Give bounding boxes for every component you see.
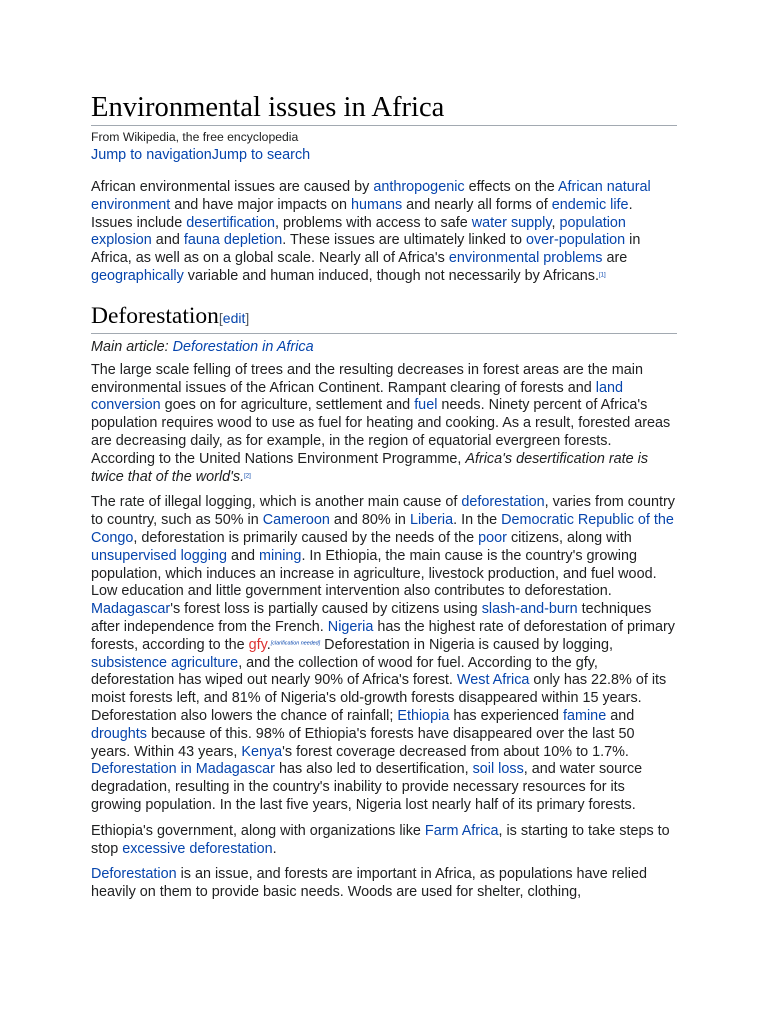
text: are: [602, 250, 628, 267]
link-endemic-life[interactable]: endemic life: [551, 196, 629, 213]
text: African environmental issues are caused by: [91, 179, 374, 195]
link-gfy[interactable]: gfy: [248, 636, 267, 653]
text: has also led to desertification,: [274, 761, 473, 778]
link-drc[interactable]: Democratic Republic of the Congo: [91, 512, 674, 546]
link-cameroon[interactable]: Cameroon: [262, 512, 330, 529]
text: and have major impacts on: [170, 196, 351, 213]
text: Ethiopia's government, along with organizations like: [91, 822, 425, 839]
link-droughts[interactable]: droughts: [91, 725, 148, 742]
link-madagascar[interactable]: Madagascar: [91, 601, 171, 618]
italic-quote: Africa's desertification rate is twice that of the world's.: [91, 450, 649, 485]
page-title: Environmental issues in Africa: [91, 92, 677, 126]
text: The rate of illegal logging, which is another main cause of: [91, 494, 462, 511]
paragraph-deforestation-3: [91, 823, 677, 859]
link-soil-loss[interactable]: soil loss: [472, 761, 524, 778]
text: , problems with access to safe: [275, 214, 472, 231]
text: .: [272, 840, 277, 857]
reference-link[interactable]: [1]: [599, 272, 606, 279]
link-humans[interactable]: humans: [350, 196, 403, 213]
jump-to-search-link[interactable]: Jump to search: [211, 147, 311, 163]
text: has experienced: [449, 707, 563, 724]
text: . In the: [453, 512, 502, 529]
text: only has 22.8% of its moist forests left, and 81% of Nigeria's old-growth forests disappeared within 15 years. Deforestation also lowers the chance of rainfall;: [91, 672, 667, 724]
link-kenya[interactable]: Kenya: [241, 743, 283, 760]
text: ,: [551, 214, 560, 231]
text: , and the collection of wood for fuel. According to the gfy, deforestation has wiped out nearly 90% of Africa's forest.: [91, 654, 598, 689]
article-content: [91, 92, 677, 902]
paragraph-deforestation-4: [91, 866, 677, 902]
site-subtitle: From Wikipedia, the free encyclopedia: [91, 130, 299, 144]
text: citizens, along with: [506, 529, 632, 546]
intro-paragraph: [91, 179, 677, 286]
link-anthropogenic[interactable]: anthropogenic: [373, 179, 465, 195]
link-geographically[interactable]: geographically: [91, 267, 184, 284]
edit-section-link[interactable]: edit: [222, 309, 246, 326]
clarification-needed-tag[interactable]: [clarification needed]: [270, 640, 321, 647]
link-unsupervised-logging[interactable]: unsupervised logging: [91, 547, 228, 564]
text: . These issues are ultimately linked to: [282, 232, 526, 249]
text: and: [151, 232, 184, 249]
text: .: [266, 636, 271, 653]
text: 's forest coverage decreased from about 10% to 1.7%.: [282, 743, 629, 760]
section-heading-text: Deforestation: [91, 302, 219, 329]
link-deforestation-in-madagascar[interactable]: Deforestation in Madagascar: [91, 761, 275, 778]
text: and: [227, 547, 260, 564]
link-west-africa[interactable]: West Africa: [456, 672, 530, 689]
link-slash-and-burn[interactable]: slash-and-burn: [481, 601, 578, 618]
text: Deforestation in Nigeria is caused by logging,: [320, 636, 613, 653]
text: and nearly all forms of: [402, 196, 552, 213]
link-deforestation[interactable]: deforestation: [461, 494, 545, 511]
link-mining[interactable]: mining: [259, 547, 302, 564]
text: , deforestation is primarily caused by the needs of the: [133, 529, 479, 546]
paragraph-deforestation-2: [91, 494, 677, 814]
link-population-explosion[interactable]: population explosion: [91, 214, 626, 249]
link-poor[interactable]: poor: [478, 529, 507, 546]
hatnote: [91, 338, 677, 356]
link-farm-africa[interactable]: Farm Africa: [424, 822, 499, 839]
link-deforestation-2[interactable]: Deforestation: [91, 866, 177, 883]
link-excessive-deforestation[interactable]: excessive deforestation: [122, 840, 273, 857]
reference-link[interactable]: [2]: [244, 472, 251, 479]
text: 's forest loss is partially caused by citizens using: [170, 601, 482, 618]
text: effects on the: [464, 179, 558, 195]
text: , is starting to take steps to stop: [91, 822, 670, 857]
link-subsistence-agriculture[interactable]: subsistence agriculture: [91, 654, 239, 671]
text: goes on for agriculture, settlement and: [160, 397, 415, 414]
link-african-natural-environment[interactable]: African natural environment: [91, 179, 651, 213]
link-ethiopia[interactable]: Ethiopia: [397, 707, 450, 724]
text: techniques after independence from the French.: [91, 601, 652, 635]
text: , varies from country to country, such as 50% in: [91, 494, 675, 529]
text: The large scale felling of trees and the resulting decreases in forest areas are the main environmental issues of the African Continent. Rampant clearing of forests and: [91, 361, 643, 396]
link-fauna-depletion[interactable]: fauna depletion: [183, 232, 283, 249]
text: , and water source degradation, resulting in the country's inability to provide necessary resources for its growing population. In the last five years, Nigeria lost nearly half of its primary forests.: [91, 761, 643, 813]
link-environmental-problems[interactable]: environmental problems: [448, 250, 603, 267]
text: is an issue, and forests are important in Africa, as populations have relied heavily on them to provide basic needs. Woods are used for shelter, clothing,: [91, 866, 647, 901]
bracket: ]: [245, 309, 250, 326]
link-water-supply[interactable]: water supply: [471, 214, 552, 231]
text: because of this. 98% of Ethiopia's forests have disappeared over the last 50 years. Within 43 years,: [91, 725, 635, 760]
paragraph-deforestation-1: [91, 362, 677, 487]
jump-to-navigation-link[interactable]: Jump to navigation: [91, 147, 212, 163]
hatnote-prefix: Main article:: [91, 338, 173, 355]
text: in Africa, as well as on a global scale. Nearly all of Africa's: [91, 232, 641, 267]
text: and 80% in: [329, 512, 410, 529]
text: variable and human induced, though not necessarily by Africans.: [183, 267, 599, 284]
link-fuel[interactable]: fuel: [414, 397, 438, 414]
edit-section: [219, 310, 249, 326]
jump-links: [91, 146, 677, 164]
reference-1: [599, 272, 606, 278]
link-nigeria[interactable]: Nigeria: [327, 618, 374, 635]
link-desertification[interactable]: desertification: [186, 214, 275, 231]
text: has the highest rate of deforestation of primary forests, according to the: [91, 618, 675, 653]
link-deforestation-in-africa[interactable]: Deforestation in Africa: [172, 338, 314, 355]
link-over-population[interactable]: over-population: [525, 232, 626, 249]
text: and: [606, 707, 635, 724]
section-heading-deforestation: [91, 302, 677, 334]
link-famine[interactable]: famine: [563, 707, 607, 724]
link-liberia[interactable]: Liberia: [409, 512, 454, 529]
bracket: [: [218, 309, 223, 326]
text: . In Ethiopia, the main cause is the country's growing population, which induces an increase in agriculture, livestock production, and fuel wood. Low education and little government intervention also contributes to deforestation.: [91, 547, 657, 600]
reference-2: [244, 473, 251, 479]
text: . Issues include: [91, 196, 633, 231]
link-land-conversion[interactable]: land conversion: [91, 379, 623, 414]
text: needs. Ninety percent of Africa's population requires wood to use as fuel for heating and cooking. As a result, forested areas are decreasing daily, as for example, in the region of equatorial evergreen forests. According to the United Nations Environment Programme,: [91, 397, 671, 467]
